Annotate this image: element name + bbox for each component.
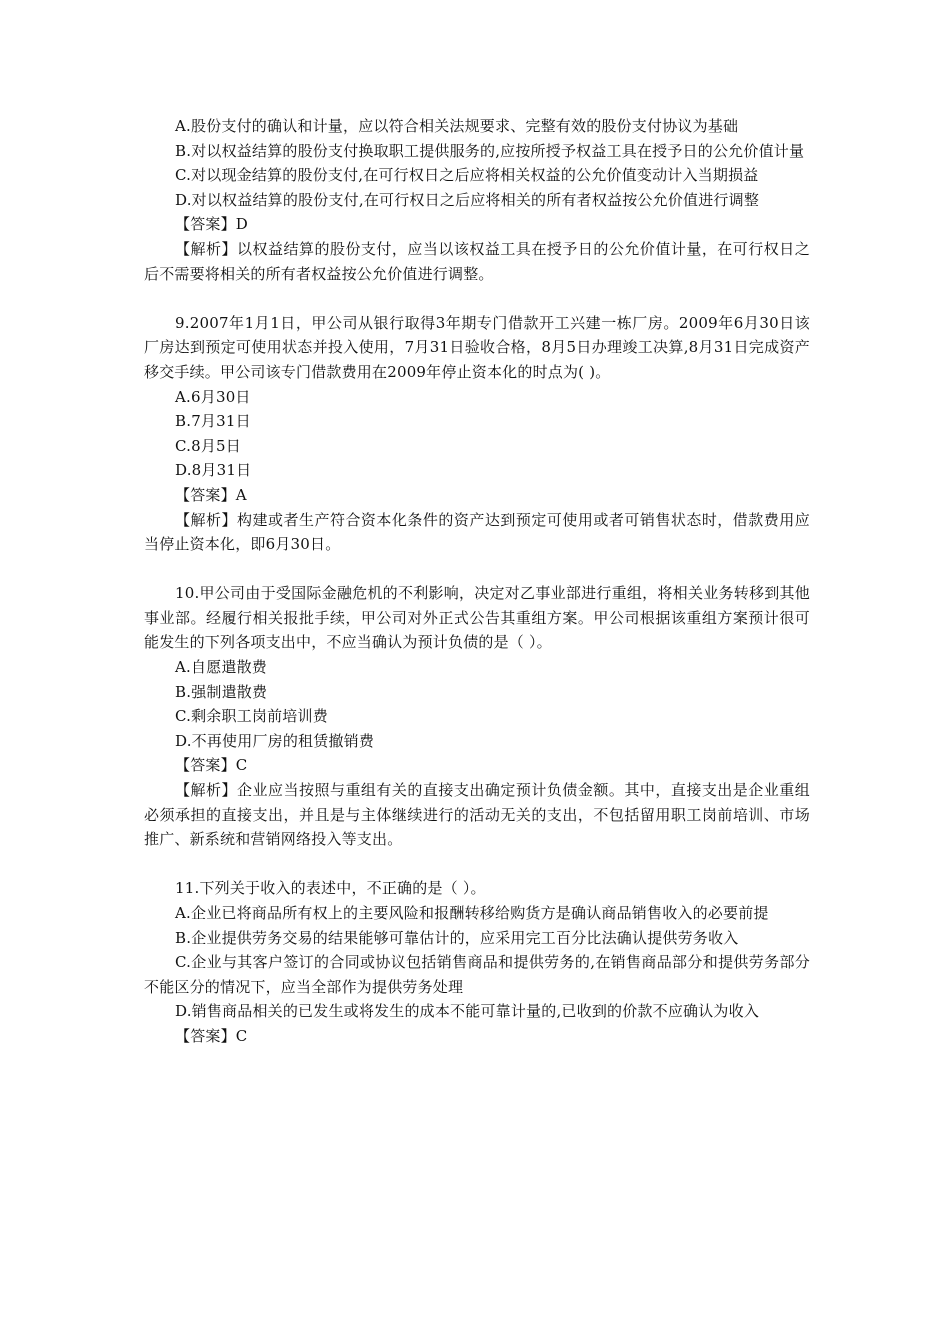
text-line: 【解析】企业应当按照与重组有关的直接支出确定预计负债金额。其中，直接支出是企业重组必须承担的直接支出，并且是与主体继续进行的活动无关的支出，不包括留用职工岗前培训、市场推广、新系统和营销网络投入等支出。 (144, 781, 810, 849)
text-line: C.剩余职工岗前培训费 (175, 707, 328, 726)
text-line: B.对以权益结算的股份支付换取职工提供服务的,应按所授予权益工具在授予日的公允价值计量 (175, 141, 805, 160)
section-gap (144, 557, 810, 582)
text-line: C.8月5日 (175, 436, 241, 455)
text-line: 【答案】A (175, 485, 247, 504)
text-line: 10.甲公司由于受国际金融危机的不利影响，决定对乙事业部进行重组，将相关业务转移到其他事业部。经履行相关报批手续，甲公司对外正式公告其重组方案。甲公司根据该重组方案预计很可能发生的下列各项支出中，不应当确认为预计负债的是（ ）。 (144, 584, 810, 652)
text-line: A.自愿遣散费 (175, 658, 268, 677)
text-line: 【答案】C (175, 756, 248, 775)
text-line: A.企业已将商品所有权上的主要风险和报酬转移给购货方是确认商品销售收入的必要前提 (175, 904, 769, 922)
text-line: 【解析】以权益结算的股份支付，应当以该权益工具在授予日的公允价值计量，在可行权日之后不需要将相关的所有者权益按公允价值进行调整。 (144, 239, 810, 283)
text-line: D.销售商品相关的已发生或将发生的成本不能可靠计量的,已收到的价款不应确认为收入 (175, 1002, 760, 1021)
text-line: 9.2007年1月1日，甲公司从银行取得3年期专门借款开工兴建一栋厂房。2009年6月30日该厂房达到预定可使用状态并投入使用，7月31日验收合格，8月5日办理竣工决算,8月31日完成资产移交手续。甲公司该专门借款费用在2009年停止资本化的时点为( )。 (144, 313, 810, 381)
text-line: B.企业提供劳务交易的结果能够可靠估计的，应采用完工百分比法确认提供劳务收入 (175, 928, 739, 947)
document-body (144, 114, 810, 1049)
text-line: 【答案】C (175, 1026, 248, 1045)
text-line: A.股份支付的确认和计量，应以符合相关法规要求、完整有效的股份支付协议为基础 (175, 117, 739, 135)
text-line: C.企业与其客户签订的合同或协议包括销售商品和提供劳务的,在销售商品部分和提供劳务部分不能区分的情况下，应当全部作为提供劳务处理 (144, 953, 810, 996)
text-line: B.强制遣散费 (175, 682, 268, 701)
section-gap (144, 286, 810, 311)
section-gap (144, 852, 810, 877)
text-line: D.对以权益结算的股份支付,在可行权日之后应将相关的所有者权益按公允价值进行调整 (175, 190, 760, 209)
text-line: C.对以现金结算的股份支付,在可行权日之后应将相关权益的公允价值变动计入当期损益 (175, 166, 759, 185)
text-line: A.6月30日 (175, 387, 251, 406)
text-line: 【解析】构建或者生产符合资本化条件的资产达到预定可使用或者可销售状态时，借款费用应当停止资本化，即6月30日。 (144, 510, 810, 554)
text-line: 【答案】D (175, 215, 249, 234)
text-line: B.7月31日 (175, 412, 251, 431)
text-line: 11.下列关于收入的表述中，不正确的是（ ）。 (175, 879, 486, 898)
text-line: D.8月31日 (175, 461, 252, 480)
text-line: D.不再使用厂房的租赁撤销费 (175, 731, 375, 750)
